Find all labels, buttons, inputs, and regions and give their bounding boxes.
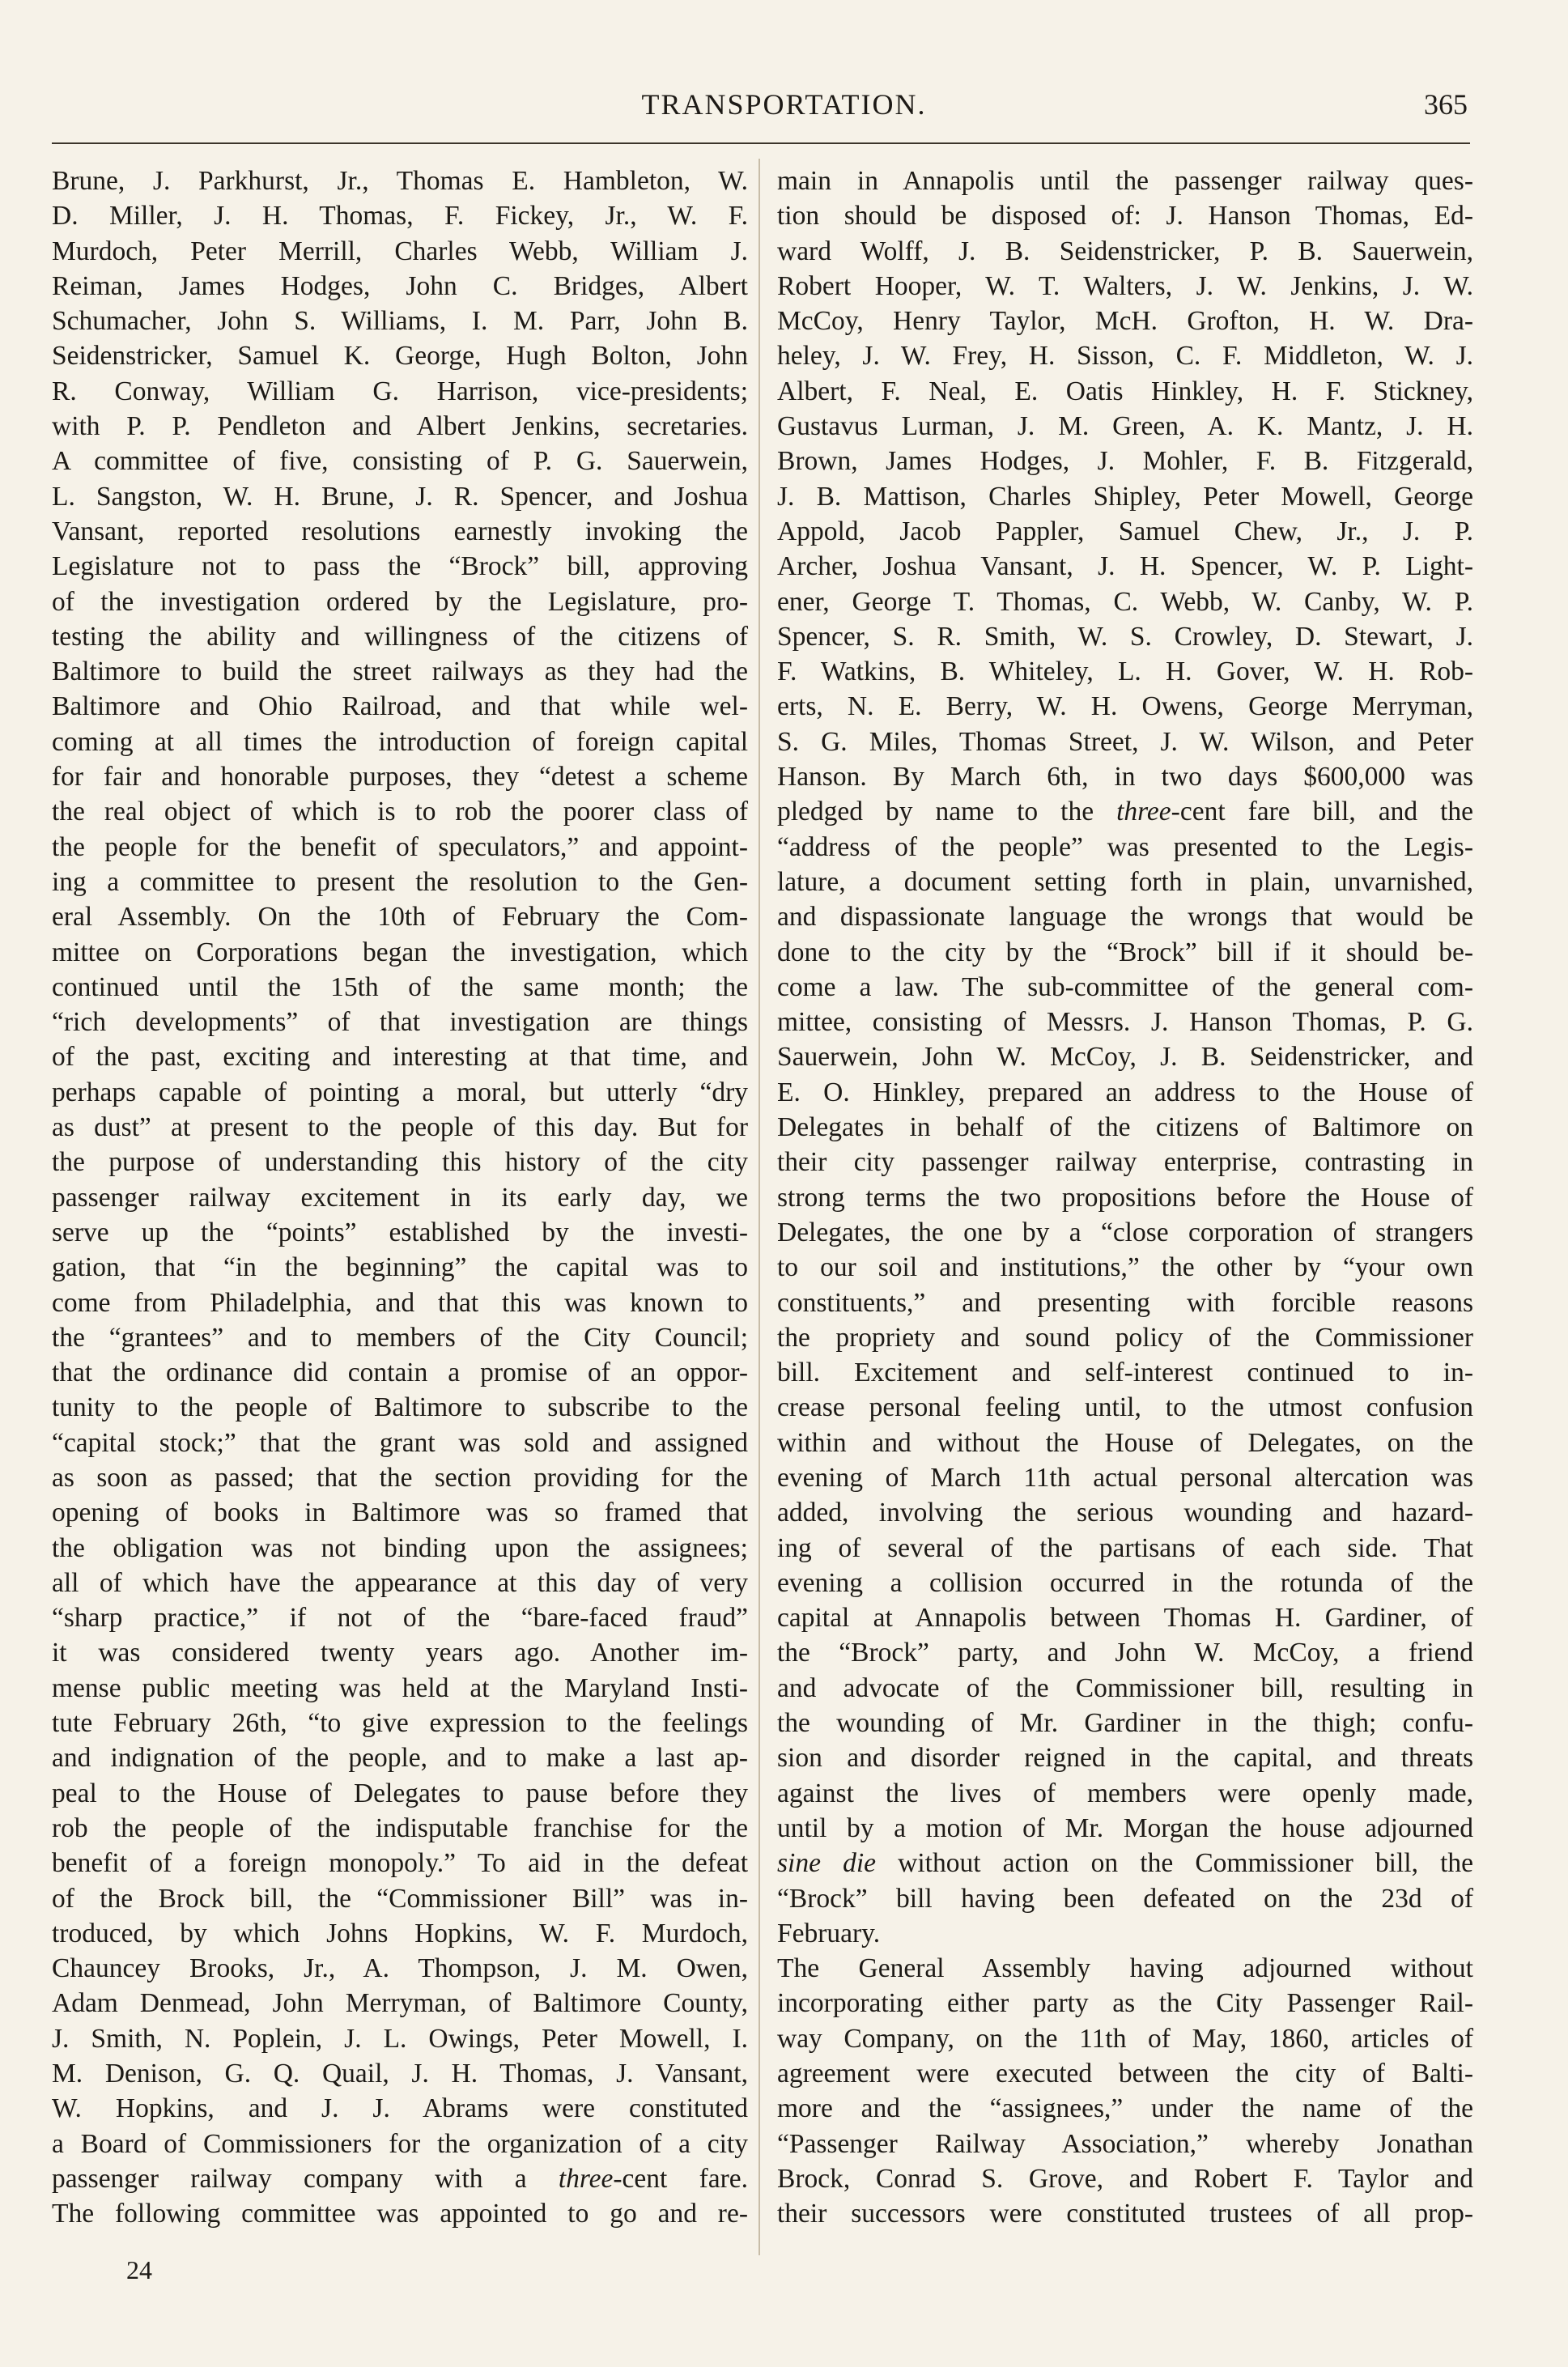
text-line: passenger railway excitement in its early day, we (52, 1182, 748, 1213)
text-line: opening of books in Baltimore was so framed that (52, 1498, 748, 1528)
text-line: constituents,” and presenting with forcible reasons (777, 1287, 1473, 1318)
text-line: to our soil and institutions,” the other by “your own (777, 1252, 1473, 1283)
text-line: bill. Excitement and self-interest continued to in- (777, 1358, 1473, 1388)
text-line: Appold, Jacob Pappler, Samuel Chew, Jr., J. P. (777, 516, 1473, 546)
text-line: come a law. The sub-committee of the general com- (777, 971, 1473, 1002)
text-line: more and the “assignees,” under the name of the (777, 2093, 1473, 2124)
text-line: peal to the House of Delegates to pause before they (52, 1778, 748, 1808)
text-line: come from Philadelphia, and that this was known to (52, 1287, 748, 1318)
text-line: gation, that “in the beginning” the capital was to (52, 1252, 748, 1283)
text-line: The General Assembly having adjourned without (777, 1953, 1473, 1984)
text-line: Brown, James Hodges, J. Mohler, F. B. Fitzgerald, (777, 446, 1473, 477)
text-line: “capital stock;” that the grant was sold and assigned (52, 1427, 748, 1458)
text-line: benefit of a foreign monopoly.” To aid in the defeat (52, 1848, 748, 1879)
signature-mark: 24 (126, 2255, 152, 2284)
right-text-column (777, 164, 1473, 2232)
text-line: Delegates, the one by a “close corporation of strangers (777, 1217, 1473, 1247)
text-line: Sauerwein, John W. McCoy, J. B. Seidenstricker, and (777, 1042, 1473, 1073)
text-line: Delegates in behalf of the citizens of Baltimore on (777, 1112, 1473, 1143)
text-line: Legislature not to pass the “Brock” bill, approving (52, 551, 748, 582)
text-line: pledged by name to the three-cent fare bill, and the (777, 797, 1474, 827)
text-line: ing of several of the partisans of each side. That (777, 1532, 1473, 1563)
column-divider (759, 159, 760, 2255)
text-line: with P. P. Pendleton and Albert Jenkins, secretaries. (52, 411, 748, 442)
text-line: within and without the House of Delegates, on the (777, 1427, 1473, 1458)
text-line: Chauncey Brooks, Jr., A. Thompson, J. M. Owen, (52, 1953, 748, 1984)
text-line: a Board of Commissioners for the organization of a city (52, 2128, 748, 2159)
left-text-column (52, 164, 748, 2232)
text-line: the people for the benefit of speculators,” and appoint- (52, 831, 748, 862)
text-line: Spencer, S. R. Smith, W. S. Crowley, D. Stewart, J. (777, 621, 1473, 652)
text-line: coming at all times the introduction of foreign capital (52, 726, 748, 757)
page-number: 365 (1424, 88, 1468, 121)
text-line: the real object of which is to rob the poorer class of (52, 797, 748, 827)
text-line: Archer, Joshua Vansant, J. H. Spencer, W. P. Light- (777, 551, 1473, 582)
text-line: Brock, Conrad S. Grove, and Robert F. Taylor and (777, 2163, 1473, 2194)
text-line: until by a motion of Mr. Morgan the house adjourned (777, 1812, 1473, 1843)
text-line: mittee, consisting of Messrs. J. Hanson Thomas, P. G. (777, 1007, 1473, 1038)
text-line: tunity to the people of Baltimore to subscribe to the (52, 1392, 748, 1423)
text-line: crease personal feeling until, to the utmost confusion (777, 1392, 1473, 1423)
text-line: capital at Annapolis between Thomas H. Gardiner, of (777, 1603, 1473, 1634)
text-line: the “grantees” and to members of the City Council; (52, 1322, 748, 1353)
text-line: incorporating either party as the City Passenger Rail- (777, 1988, 1473, 2019)
text-line: “sharp practice,” if not of the “bare-faced fraud” (52, 1603, 748, 1634)
text-line: of the past, exciting and interesting at that time, and (52, 1042, 748, 1073)
text-line: as soon as passed; that the section providing for the (52, 1462, 748, 1493)
text-line: “Passenger Railway Association,” whereby Jonathan (777, 2128, 1473, 2159)
text-line: agreement were executed between the city of Balti- (777, 2059, 1473, 2089)
text-line: their city passenger railway enterprise, contrasting in (777, 1147, 1473, 1178)
text-line: sion and disorder reigned in the capital, and threats (777, 1743, 1473, 1774)
text-line: E. O. Hinkley, prepared an address to the House of (777, 1077, 1473, 1107)
text-line: ward Wolff, J. B. Seidenstricker, P. B. Sauerwein, (777, 236, 1473, 266)
text-line: continued until the 15th of the same month; the (52, 971, 748, 1002)
text-line: L. Sangston, W. H. Brune, J. R. Spencer, and Joshua (52, 481, 748, 512)
text-line: Vansant, reported resolutions earnestly invoking the (52, 516, 748, 546)
text-line: done to the city by the “Brock” bill if it should be- (777, 937, 1473, 967)
text-line: perhaps capable of pointing a moral, but utterly “dry (52, 1077, 748, 1107)
text-line: as dust” at present to the people of this day. But for (52, 1112, 748, 1143)
text-line: and indignation of the people, and to make a last ap- (52, 1743, 748, 1774)
text-line: R. Conway, William G. Harrison, vice-presidents; (52, 376, 748, 406)
text-line: main in Annapolis until the passenger railway ques- (777, 166, 1473, 196)
text-line: of the investigation ordered by the Legislature, pro- (52, 586, 748, 617)
text-line: Hanson. By March 6th, in two days $600,000 was (777, 762, 1473, 793)
text-line: “Brock” bill having been defeated on the 23d of (777, 1883, 1473, 1914)
text-line: Brune, J. Parkhurst, Jr., Thomas E. Hambleton, W. (52, 166, 748, 196)
text-line: troduced, by which Johns Hopkins, W. F. Murdoch, (52, 1918, 748, 1948)
text-line: M. Denison, G. Q. Quail, J. H. Thomas, J. Vansant, (52, 2059, 748, 2089)
text-line: F. Watkins, B. Whiteley, L. H. Gover, W. H. Rob- (777, 657, 1473, 687)
text-line: it was considered twenty years ago. Another im- (52, 1638, 748, 1668)
text-line: eral Assembly. On the 10th of February the Com- (52, 902, 748, 933)
text-line: and dispassionate language the wrongs that would be (777, 902, 1473, 933)
text-line: against the lives of members were openly made, (777, 1778, 1473, 1808)
text-line: Schumacher, John S. Williams, I. M. Parr, John B. (52, 306, 748, 337)
text-line: of the Brock bill, the “Commissioner Bill” was in- (52, 1883, 748, 1914)
text-line: ener, George T. Thomas, C. Webb, W. Canby, W. P. (777, 586, 1473, 617)
text-line: Seidenstricker, Samuel K. George, Hugh Bolton, John (52, 341, 748, 372)
text-line: evening of March 11th actual personal altercation was (777, 1462, 1473, 1493)
text-line: rob the people of the indisputable franchise for the (52, 1812, 748, 1843)
text-line: Reiman, James Hodges, John C. Bridges, Albert (52, 270, 748, 301)
text-line: mittee on Corporations began the investigation, which (52, 937, 748, 967)
text-line: added, involving the serious wounding and hazard- (777, 1498, 1473, 1528)
running-head-title: TRANSPORTATION. (641, 88, 927, 121)
text-line: that the ordinance did contain a promise of an oppor- (52, 1358, 748, 1388)
text-line: the propriety and sound policy of the Commissioner (777, 1322, 1473, 1353)
text-line: Baltimore and Ohio Railroad, and that while wel- (52, 691, 748, 722)
text-line: lature, a document setting forth in plain, unvarnished, (777, 866, 1473, 897)
text-line: heley, J. W. Frey, H. Sisson, C. F. Middleton, W. J. (777, 341, 1473, 372)
text-line: Baltimore to build the street railways as they had the (52, 657, 748, 687)
header-rule (52, 142, 1470, 144)
text-line: Gustavus Lurman, J. M. Green, A. K. Mantz, J. H. (777, 411, 1473, 442)
text-line: “address of the people” was presented to the Legis- (777, 831, 1473, 862)
text-line: The following committee was appointed to go and re- (52, 2199, 748, 2229)
text-line: passenger railway company with a three-cent fare. (52, 2163, 748, 2194)
text-line: A committee of five, consisting of P. G. Sauerwein, (52, 446, 748, 477)
text-line: D. Miller, J. H. Thomas, F. Fickey, Jr., W. F. (52, 201, 748, 232)
text-line: the obligation was not binding upon the assignees; (52, 1532, 748, 1563)
text-line: J. B. Mattison, Charles Shipley, Peter Mowell, George (777, 481, 1473, 512)
text-line: their successors were constituted trustees of all prop- (777, 2199, 1473, 2229)
text-line: testing the ability and willingness of the citizens of (52, 621, 748, 652)
text-line: February. (777, 1918, 881, 1948)
text-line: W. Hopkins, and J. J. Abrams were constituted (52, 2093, 748, 2124)
text-line: tion should be disposed of: J. Hanson Thomas, Ed- (777, 201, 1473, 232)
text-line: the “Brock” party, and John W. McCoy, a friend (777, 1638, 1473, 1668)
text-line: sine die without action on the Commissioner bill, the (777, 1848, 1473, 1879)
text-line: the wounding of Mr. Gardiner in the thigh; confu- (777, 1708, 1473, 1739)
text-line: strong terms the two propositions before the House of (777, 1182, 1473, 1213)
text-line: Adam Denmead, John Merryman, of Baltimore County, (52, 1988, 748, 2019)
text-line: the purpose of understanding this history of the city (52, 1147, 748, 1178)
text-line: Albert, F. Neal, E. Oatis Hinkley, H. F. Stickney, (777, 376, 1473, 406)
text-line: S. G. Miles, Thomas Street, J. W. Wilson, and Peter (777, 726, 1473, 757)
text-line: Murdoch, Peter Merrill, Charles Webb, William J. (52, 236, 748, 266)
text-line: ing a committee to present the resolution to the Gen- (52, 866, 748, 897)
text-line: mense public meeting was held at the Maryland Insti- (52, 1672, 748, 1703)
text-line: “rich developments” of that investigation are things (52, 1007, 748, 1038)
text-line: and advocate of the Commissioner bill, resulting in (777, 1672, 1473, 1703)
text-line: McCoy, Henry Taylor, McH. Grofton, H. W. Dra- (777, 306, 1473, 337)
text-line: serve up the “points” established by the investi- (52, 1217, 748, 1247)
text-line: way Company, on the 11th of May, 1860, articles of (777, 2023, 1473, 2054)
text-line: J. Smith, N. Poplein, J. L. Owings, Peter Mowell, I. (52, 2023, 748, 2054)
text-line: erts, N. E. Berry, W. H. Owens, George Merryman, (777, 691, 1473, 722)
text-line: tute February 26th, “to give expression to the feelings (52, 1708, 748, 1739)
text-line: all of which have the appearance at this day of very (52, 1567, 748, 1598)
text-line: Robert Hooper, W. T. Walters, J. W. Jenkins, J. W. (777, 270, 1473, 301)
text-line: for fair and honorable purposes, they “detest a scheme (52, 762, 748, 793)
text-line: evening a collision occurred in the rotunda of the (777, 1567, 1473, 1598)
